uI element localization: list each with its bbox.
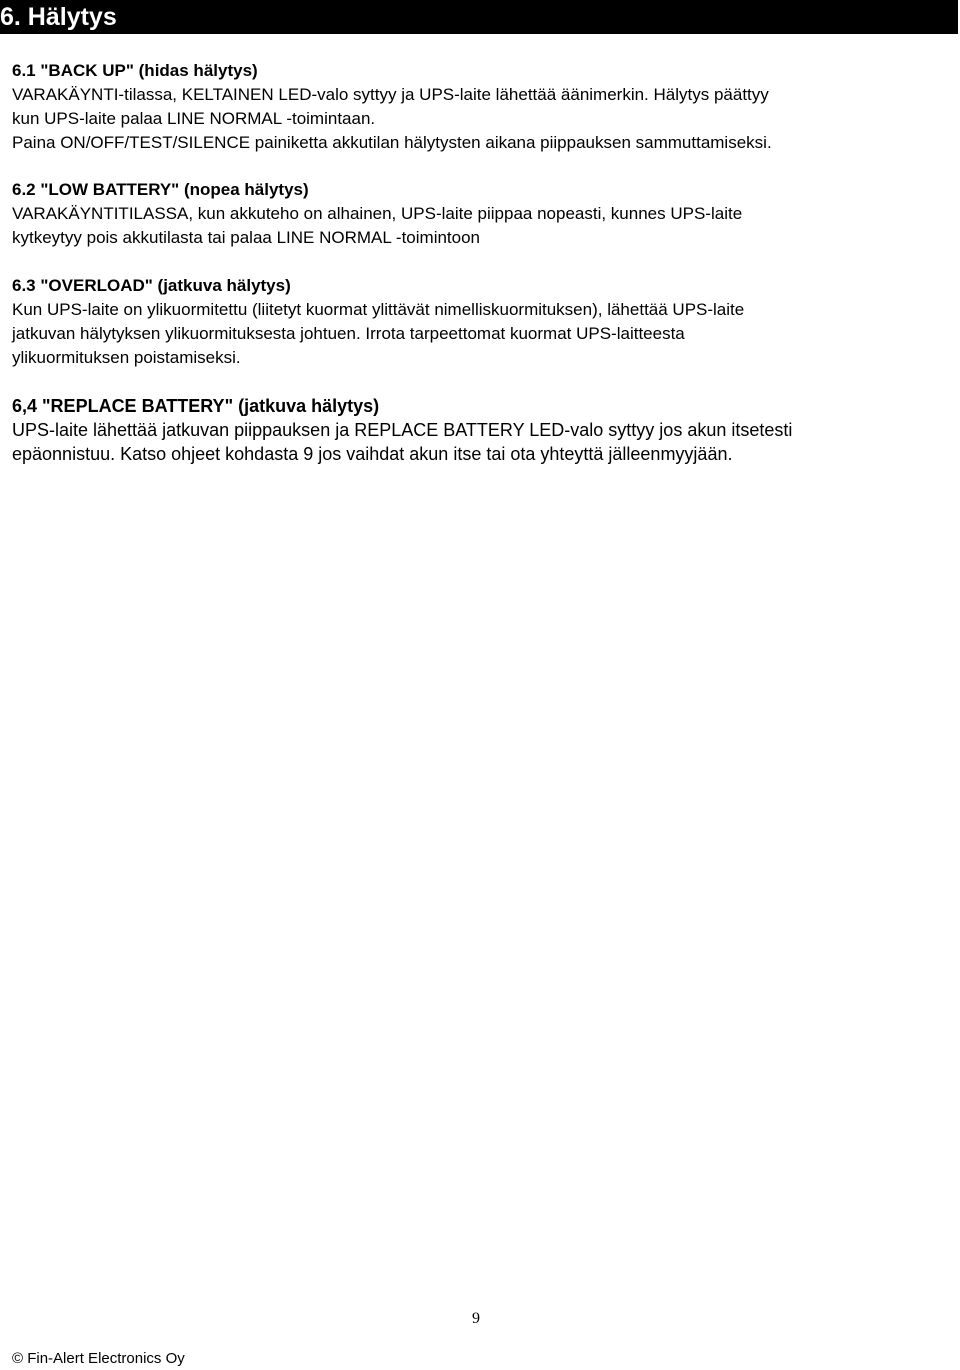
section-header-bar [0, 0, 958, 34]
section-overload [12, 274, 942, 370]
page-number: 9 [472, 1310, 480, 1327]
section-body: UPS-laite lähettää jatkuvan piippauksen ja REPLACE BATTERY LED-valo syttyy jos akun itsetesti epäonnistuu. Katso ohjeet kohdasta 9 jos vaihdat akun itse tai ota yhteyttä jälleenmyyjään. [12, 420, 793, 464]
section-back-up [12, 59, 942, 155]
section-title: 6.1 "BACK UP" (hidas hälytys) [12, 61, 258, 80]
section-title: 6,4 "REPLACE BATTERY" (jatkuva hälytys) [12, 396, 380, 416]
section-low-battery [12, 178, 942, 250]
section-title: 6.3 "OVERLOAD" (jatkuva hälytys) [12, 276, 291, 295]
footer-copyright: © Fin-Alert Electronics Oy [12, 1350, 185, 1367]
section-body: VARAKÄYNTI-tilassa, KELTAINEN LED-valo syttyy ja UPS-laite lähettää äänimerkin. Hälytys päättyy kun UPS-laite palaa LINE NORMAL -toimintaan. Paina ON/OFF/TEST/SILENCE painiketta akkutilan hälytysten aikana piippauksen sammuttamiseksi. [12, 85, 772, 152]
page-title: 6. Hälytys [0, 3, 117, 31]
section-body: VARAKÄYNTITILASSA, kun akkuteho on alhainen, UPS-laite piippaa nopeasti, kunnes UPS-laite kytkeytyy pois akkutilasta tai palaa LINE NORMAL -toimintoon [12, 204, 743, 247]
section-body: Kun UPS-laite on ylikuormitettu (liitetyt kuormat ylittävät nimelliskuormituksen), lähettää UPS-laite jatkuvan hälytyksen ylikuormituksesta johtuen. Irrota tarpeettomat kuormat UPS-laitteesta ylikuormituksen poistamiseksi. [12, 300, 745, 367]
section-replace-battery [12, 394, 942, 466]
section-title: 6.2 "LOW BATTERY" (nopea hälytys) [12, 180, 309, 199]
